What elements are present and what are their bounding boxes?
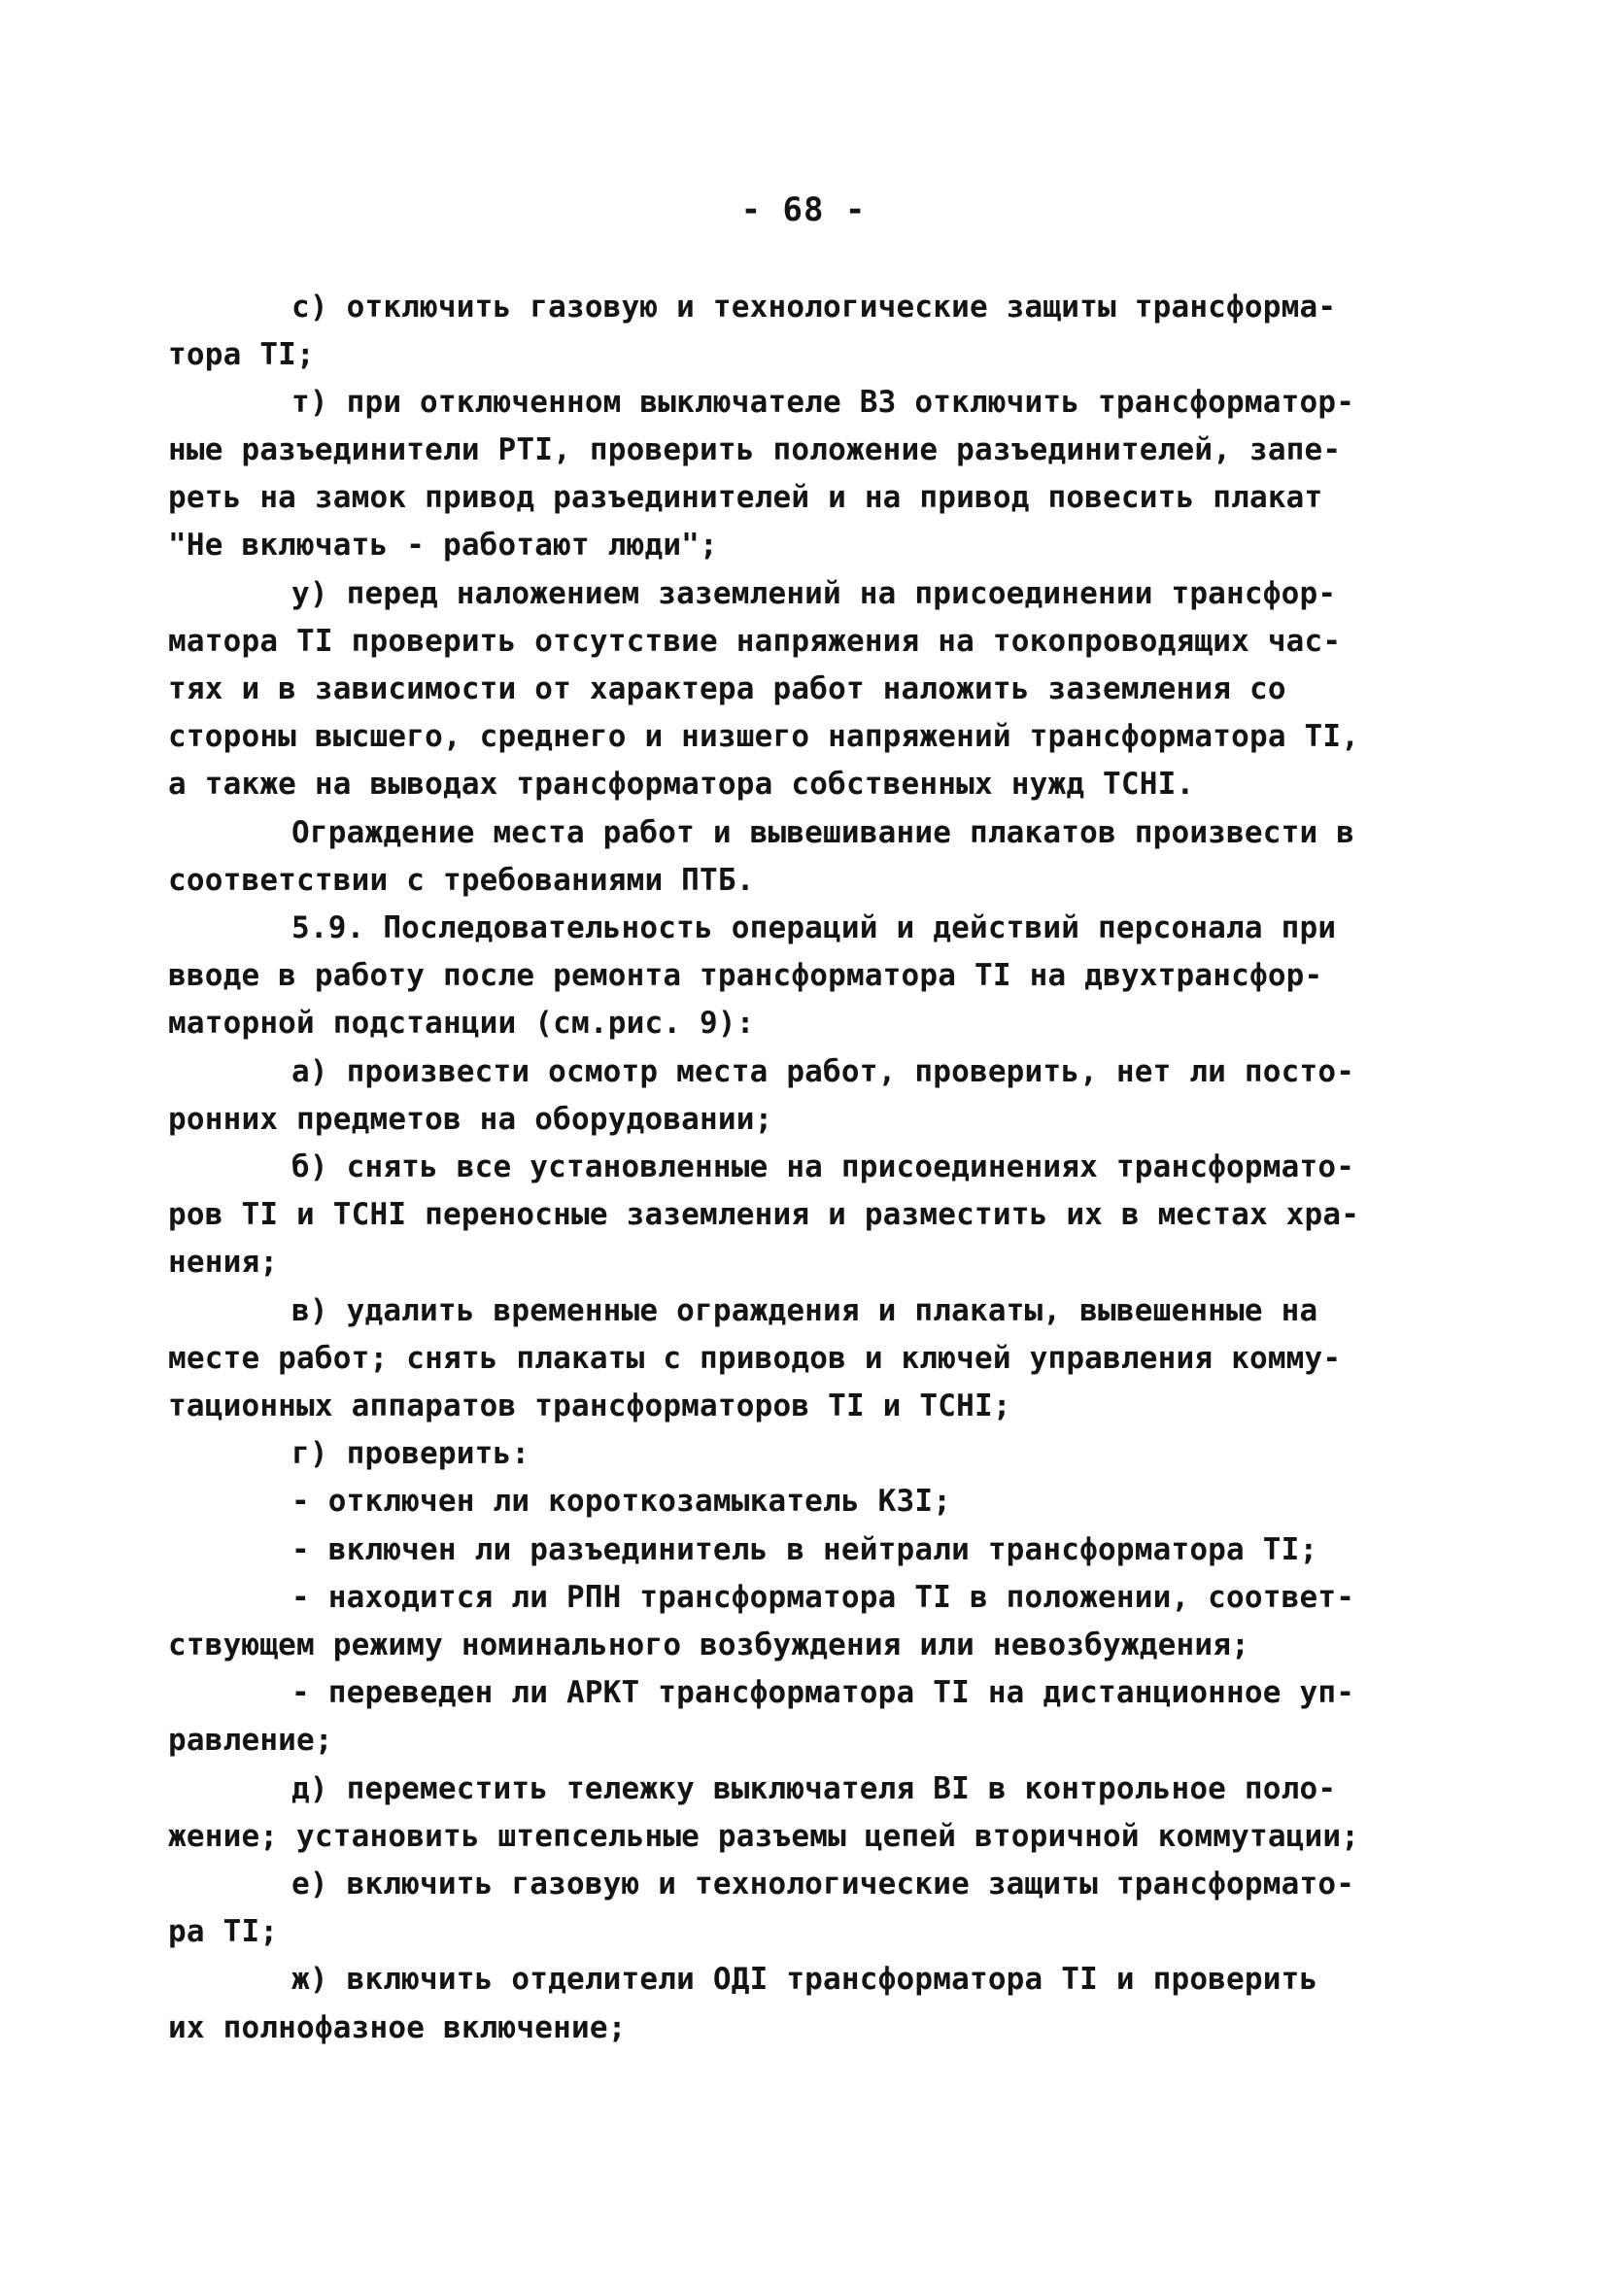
page-number: - 68 - bbox=[740, 190, 867, 229]
text-line: ж) включить отделители ОДI трансформатора ТI и проверить bbox=[291, 1962, 1318, 1997]
text-line: нения; bbox=[168, 1245, 279, 1280]
text-line: ров ТI и ТСНI переносные заземления и разместить их в местах хра- bbox=[168, 1197, 1360, 1232]
text-line: стороны высшего, среднего и низшего напряжений трансформатора ТI, bbox=[168, 719, 1360, 754]
text-line: в) удалить временные ограждения и плакаты, вывешенные на bbox=[291, 1293, 1318, 1328]
text-line: - находится ли РПН трансформатора ТI в положении, соответ- bbox=[291, 1580, 1355, 1615]
text-line: у) перед наложением заземлений на присоединении трансфор- bbox=[291, 576, 1337, 611]
text-line: равление; bbox=[168, 1723, 333, 1758]
text-line: тора ТI; bbox=[168, 337, 315, 372]
text-line: ствующем режиму номинального возбуждения или невозбуждения; bbox=[168, 1628, 1249, 1662]
text-line: маторной подстанции (см.рис. 9): bbox=[168, 1006, 755, 1041]
text-line: матора ТI проверить отсутствие напряжения на токопроводящих час- bbox=[168, 624, 1342, 659]
text-line: е) включить газовую и технологические защиты трансформато- bbox=[291, 1867, 1355, 1902]
text-line: жение; установить штепсельные разъемы цепей вторичной коммутации; bbox=[168, 1819, 1360, 1854]
text-line: ронних предметов на оборудовании; bbox=[168, 1102, 773, 1137]
text-line: д) переместить тележку выключателя ВI в контрольное поло- bbox=[291, 1771, 1337, 1806]
text-line: тях и в зависимости от характера работ наложить заземления со bbox=[168, 671, 1286, 706]
text-line: соответствии с требованиями ПТБ. bbox=[168, 863, 755, 898]
text-line: "Не включать - работают люди"; bbox=[168, 528, 718, 563]
text-line: Ограждение места работ и вывешивание плакатов произвести в bbox=[291, 815, 1355, 850]
text-line: а также на выводах трансформатора собственных нужд ТСНI. bbox=[168, 767, 1195, 802]
text-line: г) проверить: bbox=[291, 1436, 530, 1471]
text-line: - отключен ли короткозамыкатель КЗI; bbox=[291, 1484, 952, 1519]
text-line: тационных аппаратов трансформаторов ТI и ТСНI; bbox=[168, 1388, 1011, 1423]
text-line: месте работ; снять плакаты с приводов и ключей управления комму- bbox=[168, 1341, 1342, 1376]
text-line: их полнофазное включение; bbox=[168, 2010, 627, 2045]
text-line: ра ТI; bbox=[168, 1914, 279, 1949]
text-line: с) отключить газовую и технологические защиты трансформа- bbox=[291, 290, 1337, 325]
text-line: ные разъединители РТI, проверить положение разъединителей, запе- bbox=[168, 432, 1342, 467]
text-line: а) произвести осмотр места работ, проверить, нет ли посто- bbox=[291, 1054, 1355, 1089]
text-line: б) снять все установленные на присоединениях трансформато- bbox=[291, 1149, 1355, 1184]
text-line: т) при отключенном выключателе В3 отключить трансформатор- bbox=[291, 385, 1355, 420]
text-line: вводе в работу после ремонта трансформатора ТI на двухтрансфор- bbox=[168, 958, 1323, 993]
text-line: - включен ли разъединитель в нейтрали трансформатора ТI; bbox=[291, 1532, 1318, 1567]
text-line: реть на замок привод разъединителей и на привод повесить плакат bbox=[168, 480, 1323, 515]
text-line: 5.9. Последовательность операций и действий персонала при bbox=[291, 910, 1337, 945]
text-line: - переведен ли АРКТ трансформатора ТI на дистанционное уп- bbox=[291, 1675, 1355, 1710]
